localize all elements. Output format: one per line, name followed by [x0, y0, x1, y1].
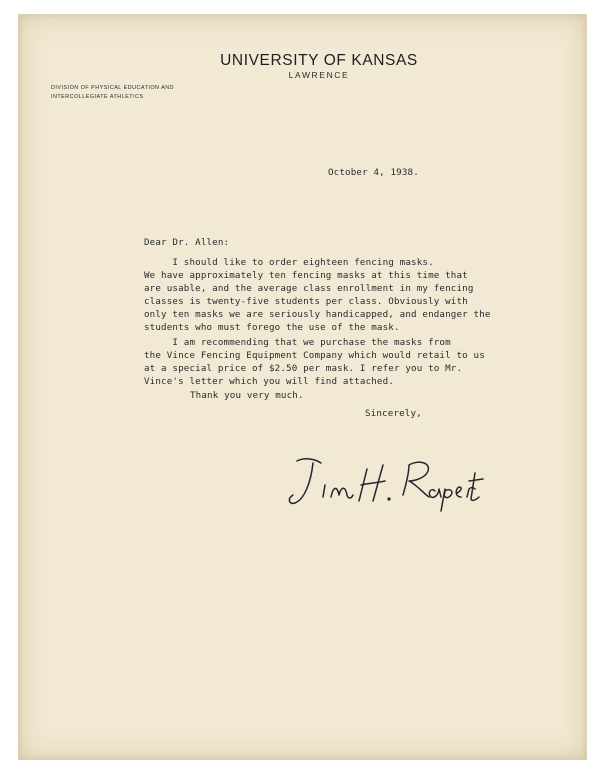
letterhead-university-name: UNIVERSITY OF KANSAS — [220, 52, 418, 69]
paragraph1-line: classes is twenty-five students per class. Obviously with — [144, 296, 468, 307]
paragraph2-line: at a special price of $2.50 per mask. I refer you to Mr. — [144, 363, 463, 374]
letter-page — [18, 14, 587, 760]
paragraph1-line: I should like to order eighteen fencing masks. — [144, 257, 434, 268]
letter-date: October 4, 1938. — [328, 167, 419, 178]
paragraph1-line: We have approximately ten fencing masks at this time that — [144, 270, 468, 281]
handwritten-signature — [285, 451, 485, 521]
letterhead-department-line2: INTERCOLLEGIATE ATHLETICS — [51, 94, 144, 100]
letter-salutation: Dear Dr. Allen: — [144, 237, 230, 248]
paragraph1-line: students who must forego the use of the mask. — [144, 322, 400, 333]
paragraph2-line: I am recommending that we purchase the masks from — [144, 337, 451, 348]
paragraph2-line: the Vince Fencing Equipment Company which would retail to us — [144, 350, 485, 361]
letterhead-city: LAWRENCE — [288, 70, 350, 80]
letterhead-department-line1: DIVISION OF PHYSICAL EDUCATION AND — [51, 85, 175, 91]
letter-closing: Sincerely, — [365, 408, 422, 419]
paragraph1-line: only ten masks we are seriously handicapped, and endanger the — [144, 309, 491, 320]
paragraph1-line: are usable, and the average class enrollment in my fencing — [144, 283, 474, 294]
paragraph2-line: Vince's letter which you will find attached. — [144, 376, 394, 387]
letter-thanks: Thank you very much. — [190, 390, 304, 401]
